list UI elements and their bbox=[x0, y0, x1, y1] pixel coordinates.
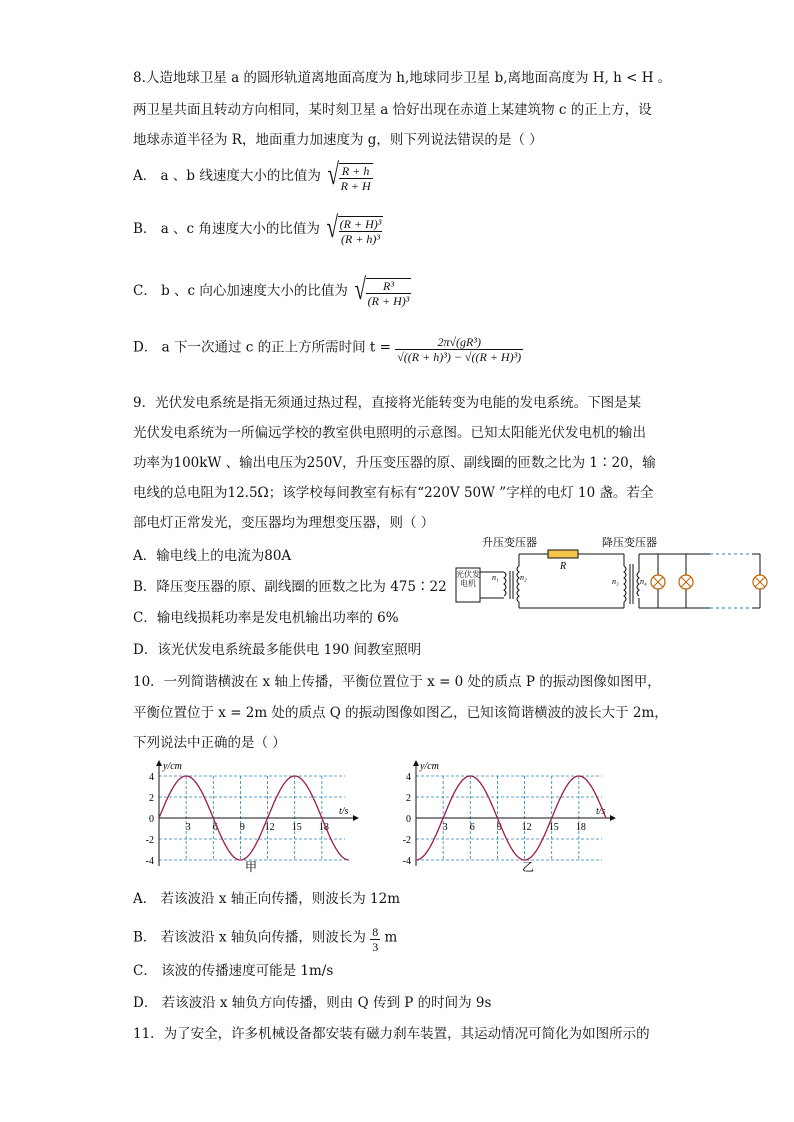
q9-line5: 部电灯正常发光，变压器均为理想变压器，则（ ） bbox=[133, 515, 435, 531]
fraction: $\frac{R + h}{R + H}$ bbox=[340, 164, 371, 193]
y-tick-label: -4 bbox=[402, 856, 411, 867]
q10-option-a: A． 若该波沿 x 轴正向传播，则波长为 12m bbox=[133, 891, 401, 907]
y-tick-label: -2 bbox=[402, 835, 411, 846]
fraction: $\frac{\text{(R + H)³}}{\text{(R + h)³}}$ bbox=[339, 217, 382, 246]
x-axis-arrow bbox=[610, 815, 616, 821]
chart-title: 乙 bbox=[521, 860, 535, 874]
fraction: $\frac{8}{3}$ bbox=[372, 925, 379, 954]
q10-option-b: B． 若该波沿 x 轴负向传播，则波长为 $\frac{8}{3}$ m bbox=[133, 925, 398, 954]
x-axis-label: t/s bbox=[339, 806, 349, 817]
resistor bbox=[548, 550, 578, 558]
q8-option-c-text: C． b 、c 向心加速度大小的比值为 bbox=[133, 283, 348, 299]
x-tick-label: 6 bbox=[212, 822, 218, 833]
sqrt-symbol: √ $\frac{\text{(R + H)³}}{\text{(R + h)³}}$ bbox=[326, 211, 382, 246]
y-axis-arrow bbox=[156, 760, 162, 766]
q8-line1: 8.人造地球卫星 a 的圆形轨道离地面高度为 h,地球同步卫星 b,离地面高度为 H, h < H 。 bbox=[133, 70, 672, 86]
resistor-label: R bbox=[560, 561, 567, 572]
q9-option-a: A．输电线上的电流为80A bbox=[133, 548, 292, 564]
q8-option-b bbox=[133, 213, 383, 246]
y-tick-label: -4 bbox=[145, 856, 154, 867]
y-tick-label: 4 bbox=[406, 772, 411, 783]
q10-line1: 10．一列简谐横波在 x 轴上传播，平衡位置位于 x = 0 处的质点 P 的振动图像如图甲， bbox=[133, 674, 661, 690]
q10-line2: 平衡位置位于 x = 2m 处的质点 Q 的振动图像如图乙，已知该简谐横波的波长大于 2m， bbox=[133, 705, 668, 721]
chart-title: 甲 bbox=[244, 860, 258, 874]
sqrt-symbol: √ $\frac{\text{R³}}{\text{(R + H)³}}$ bbox=[354, 273, 410, 308]
q9-line3: 功率为100kW 、输出电压为250V，升压变压器的原、副线圈的匝数之比为 1∶20，输 bbox=[133, 455, 656, 471]
q10-line3: 下列说法中正确的是（ ） bbox=[133, 735, 286, 751]
y-axis-label: y/cm bbox=[420, 761, 439, 772]
x-axis-arrow bbox=[353, 815, 359, 821]
chart-jia bbox=[133, 758, 373, 882]
generator-label: 光伏发电机 bbox=[456, 570, 480, 588]
q8-option-a bbox=[133, 160, 373, 193]
y-tick-label: -2 bbox=[145, 835, 154, 846]
y-tick-label: 4 bbox=[149, 772, 154, 783]
q8-option-d bbox=[133, 332, 523, 364]
step-down-label: 降压变压器 bbox=[602, 536, 657, 549]
y-tick-label: 0 bbox=[406, 814, 411, 825]
q8-option-d-text: D． a 下一次通过 c 的正上方所需时间 t = bbox=[133, 339, 391, 356]
q8-option-c bbox=[133, 275, 411, 308]
x-tick-label: 3 bbox=[185, 822, 191, 833]
sqrt-symbol: √ $\frac{R + h}{R + H}$ bbox=[327, 158, 371, 193]
x-axis-label: t/s bbox=[596, 806, 606, 817]
x-tick-label: 12 bbox=[264, 822, 275, 833]
svg-text:n₄: n₄ bbox=[640, 577, 647, 586]
q9-line1: 9．光伏发电系统是指无须通过热过程，直接将光能转变为电能的发电系统。下图是某 bbox=[133, 395, 642, 411]
fraction: $\frac{\text{2π√(gR³)}}{\text{√((R + h)³) − √((R + H)³)}}$ bbox=[397, 335, 522, 364]
y-axis-arrow bbox=[413, 760, 419, 766]
q11-line1: 11．为了安全，许多机械设备都安装有磁力刹车装置，其运动情况可简化为如图所示的 bbox=[133, 1026, 650, 1042]
y-tick-label: 2 bbox=[406, 793, 411, 804]
y-tick-label: 2 bbox=[149, 793, 154, 804]
x-tick-label: 15 bbox=[548, 822, 559, 833]
q9-option-d: D．该光伏发电系统最多能供电 190 间教室照明 bbox=[133, 642, 422, 658]
x-tick-label: 9 bbox=[239, 822, 245, 833]
q8-line2: 两卫星共面且转动方向相同，某时刻卫星 a 恰好出现在赤道上某建筑物 c 的正上方，设 bbox=[133, 102, 652, 118]
q8-option-b-text: B． a 、c 角速度大小的比值为 bbox=[133, 221, 320, 237]
x-tick-label: 6 bbox=[469, 822, 475, 833]
q9-line2: 光伏发电系统为一所偏远学校的教室供电照明的示意图。已知太阳能光伏发电机的输出 bbox=[133, 425, 646, 441]
fraction: $\frac{\text{R³}}{\text{(R + H)³}}$ bbox=[367, 279, 410, 308]
q9-option-c: C．输电线损耗功率是发电机输出功率的 6% bbox=[133, 610, 399, 626]
q9-option-b: B．降压变压器的原、副线圈的匝数之比为 475∶22 bbox=[133, 579, 447, 595]
q8-line3: 地球赤道半径为 R，地面重力加速度为 g，则下列说法错误的是（ ） bbox=[133, 132, 543, 148]
x-tick-label: 15 bbox=[291, 822, 302, 833]
y-axis-label: y/cm bbox=[163, 761, 182, 772]
x-tick-label: 12 bbox=[521, 822, 532, 833]
svg-text:n₁: n₁ bbox=[492, 573, 499, 582]
chart-yi bbox=[390, 758, 630, 882]
y-tick-label: 0 bbox=[149, 814, 154, 825]
svg-text:n₂: n₂ bbox=[520, 573, 527, 582]
x-tick-label: 18 bbox=[318, 822, 329, 833]
circuit-diagram bbox=[452, 536, 772, 622]
q10-option-d: D． 若该波沿 x 轴负方向传播，则由 Q 传到 P 的时间为 9s bbox=[133, 995, 492, 1011]
q9-line4: 电线的总电阻为12.5Ω；该学校每间教室有标有“220V 50W ”字样的电灯 10 盏。若全 bbox=[133, 485, 654, 501]
x-tick-label: 9 bbox=[496, 822, 502, 833]
svg-text:n₃: n₃ bbox=[612, 577, 619, 586]
step-up-label: 升压变压器 bbox=[482, 536, 537, 549]
x-tick-label: 3 bbox=[442, 822, 448, 833]
q8-option-a-text: A． a 、b 线速度大小的比值为 bbox=[133, 168, 321, 184]
x-tick-label: 18 bbox=[575, 822, 586, 833]
q10-option-c: C． 该波的传播速度可能是 1m/s bbox=[133, 963, 334, 979]
